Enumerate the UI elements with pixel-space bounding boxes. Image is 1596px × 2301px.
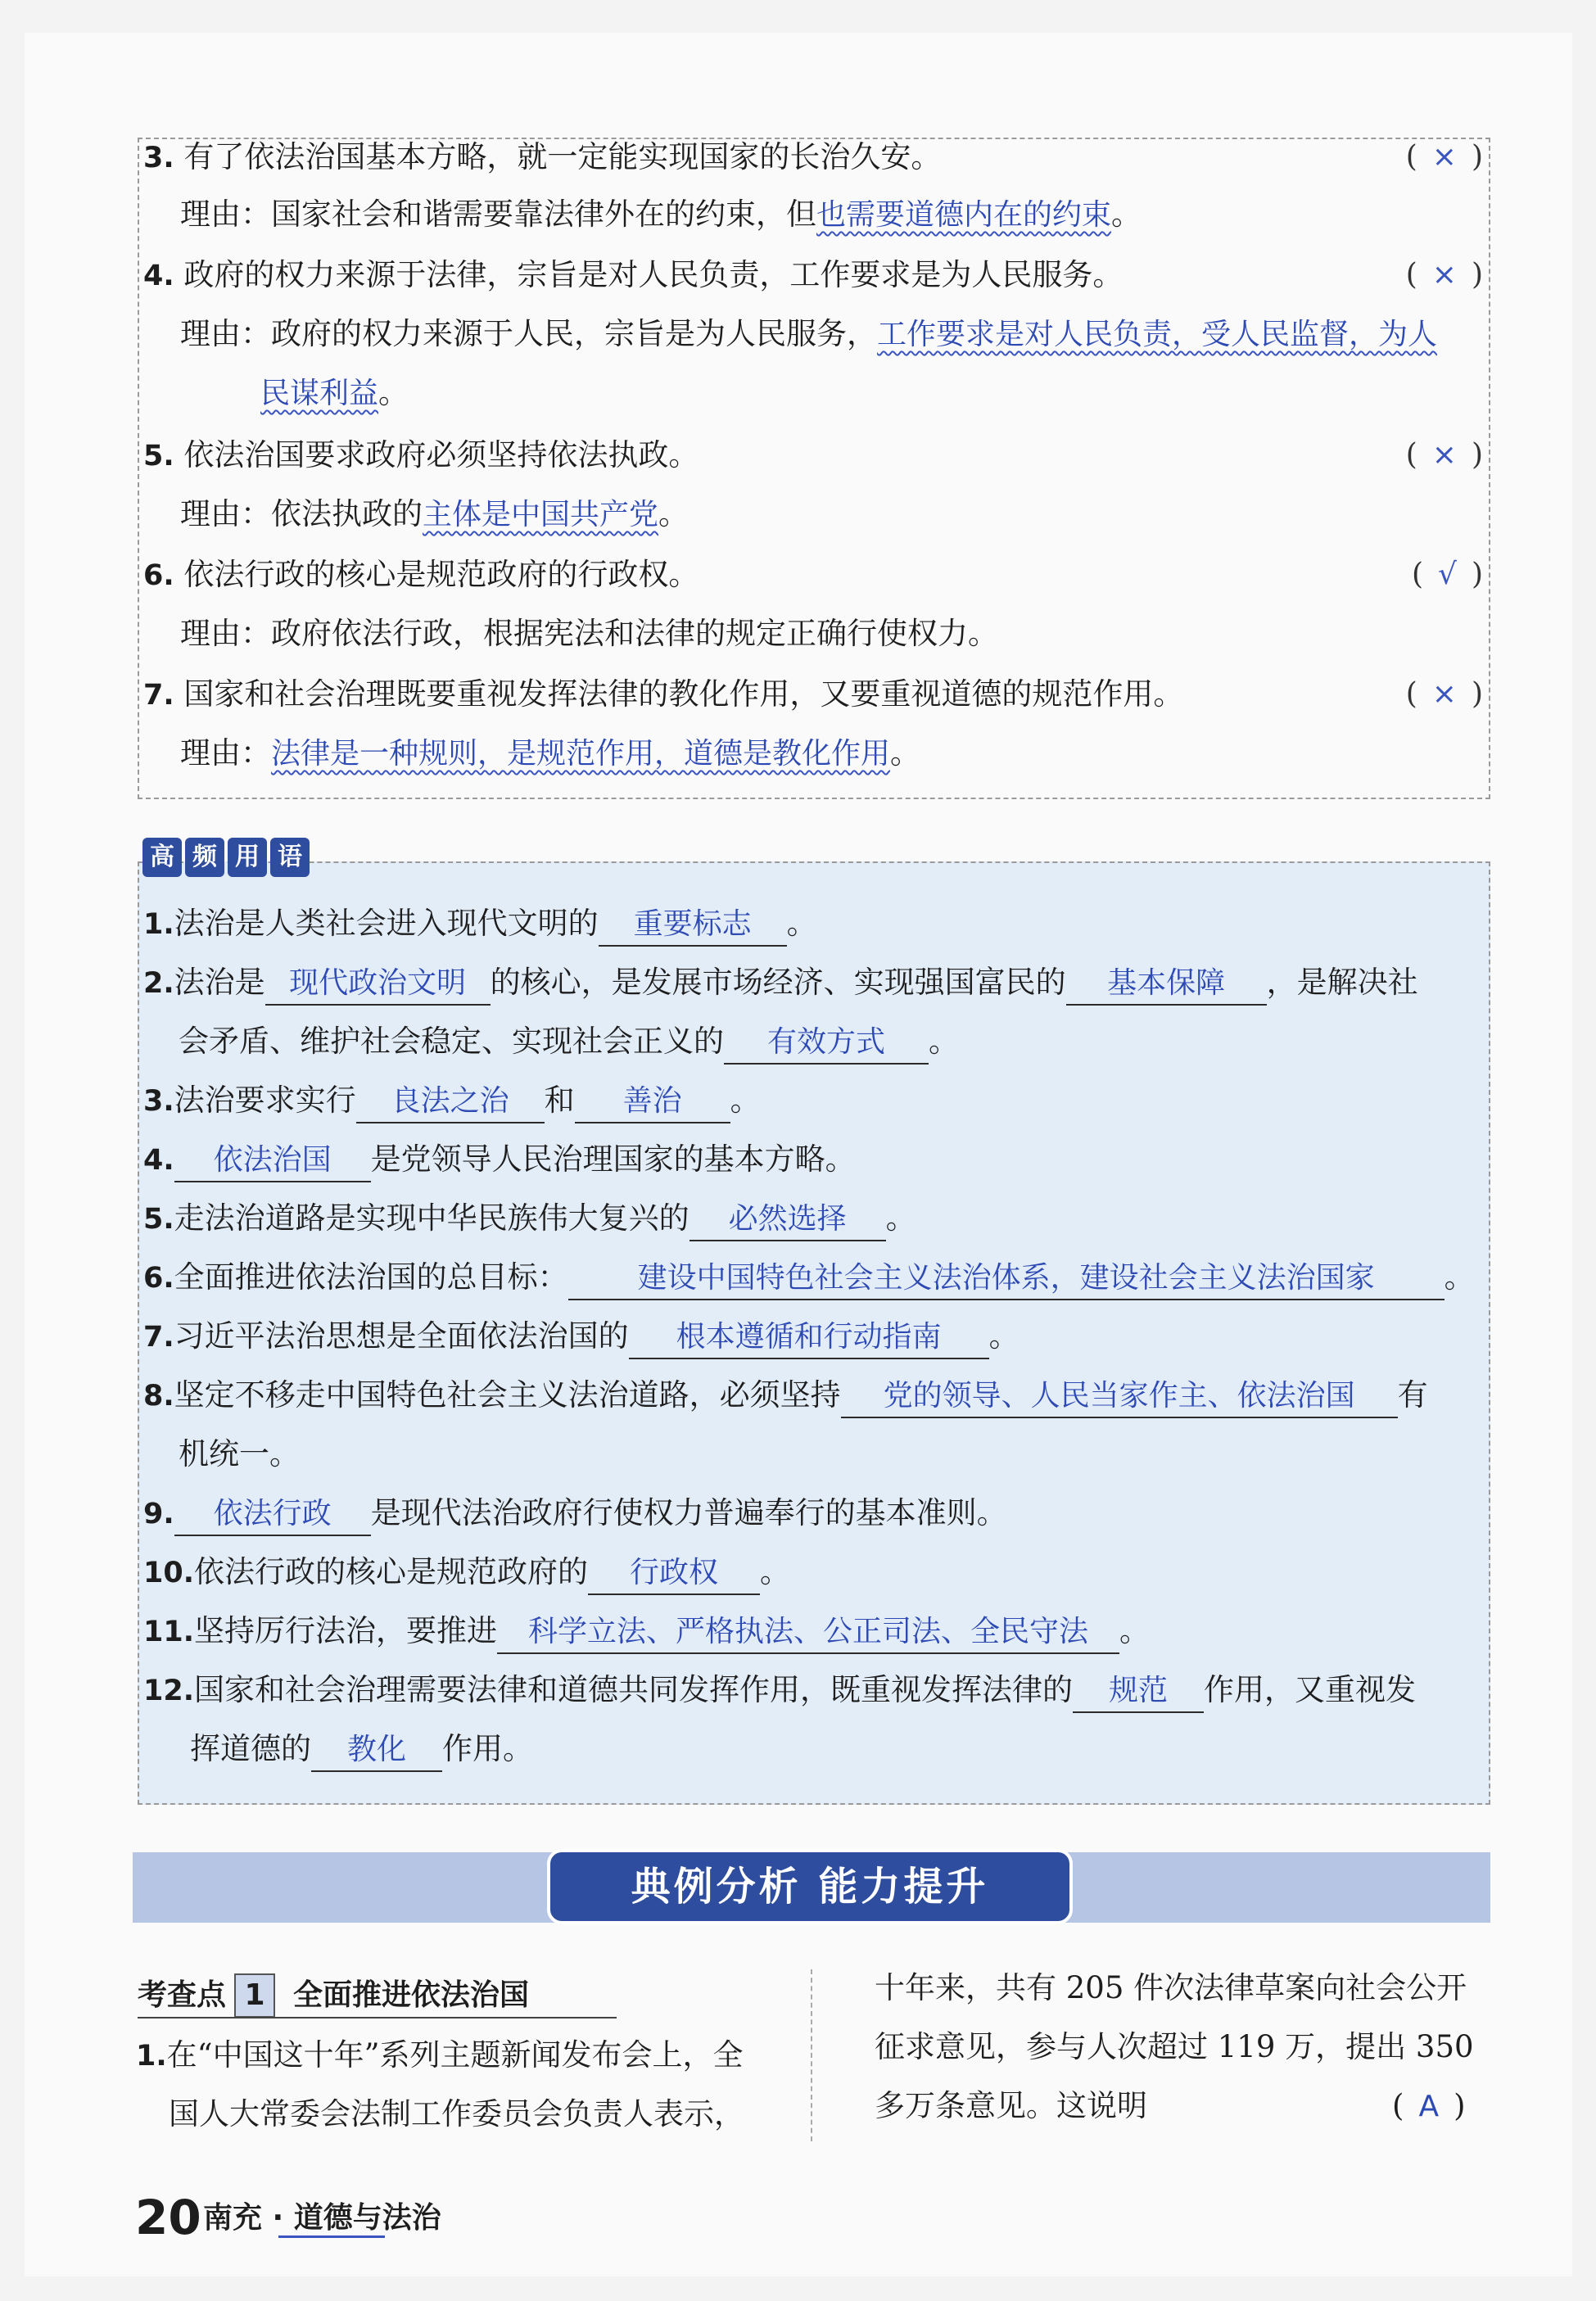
hf-item-3: 3.法治要求实行 良法之治 和 善治 。: [143, 1076, 761, 1126]
hf-item-8-cont: 机统一。: [179, 1436, 300, 1471]
kaochadian-number: 1: [234, 1973, 275, 2018]
hf-item-4: 4. 依法治国 是党领导人民治理国家的基本方略。: [143, 1135, 856, 1185]
judge-item-5: 5. 依法治国要求政府必须坚持依法执政。: [143, 437, 699, 472]
question-1-line-3: 十年来，共有 205 件次法律草案向社会公开: [875, 1970, 1467, 2005]
judge-mark-4: ( × ): [1405, 258, 1483, 292]
column-divider: [811, 1969, 812, 2141]
hf-item-10: 10.依法行政的核心是规范政府的 行政权 。: [143, 1548, 790, 1598]
judge-item-4: 4. 政府的权力来源于法律，宗旨是对人民负责，工作要求是为人民服务。: [143, 257, 1124, 292]
tag-char: 高: [142, 838, 182, 877]
judge-mark-5: ( × ): [1405, 438, 1483, 472]
judge-item-7: 7. 国家和社会治理既要重视发挥法律的教化作用，又要重视道德的规范作用。: [143, 676, 1184, 712]
judge-mark-3: ( × ): [1405, 140, 1483, 174]
judge-item-3: 3. 有了依法治国基本方略，就一定能实现国家的长治久安。: [143, 139, 942, 174]
question-1-line-1: 1.在“中国这十年”系列主题新闻发布会上，全: [136, 2037, 744, 2073]
high-frequency-tag: [142, 838, 310, 877]
footer-accent-line: [278, 2235, 385, 2238]
kaochadian-underline: [138, 2017, 617, 2018]
hf-item-7: 7.习近平法治思想是全面依法治国的 根本遵循和行动指南 。: [143, 1312, 1020, 1362]
hf-item-8: 8.坚定不移走中国特色社会主义法治道路，必须坚持 党的领导、人民当家作主、依法治国 有: [143, 1371, 1428, 1421]
judge-reason-4-cont: 民谋利益。: [260, 375, 409, 410]
tag-char: 语: [270, 838, 310, 877]
hf-item-12: 12.国家和社会治理需要法律和道德共同发挥作用，既重视发挥法律的 规范 作用，又重视发: [143, 1666, 1416, 1716]
judge-item-6: 6. 依法行政的核心是规范政府的行政权。: [143, 557, 699, 592]
hf-item-6: 6.全面推进依法治国的总目标： 建设中国特色社会主义法治体系，建设社会主义法治国家 。: [143, 1253, 1475, 1303]
judge-mark-7: ( × ): [1405, 677, 1483, 711]
kaochadian-heading: 考查点 1 全面推进依法治国: [138, 1972, 529, 2018]
question-1-line-4: 征求意见，参与人次超过 119 万，提出 350: [875, 2029, 1474, 2064]
tag-char: 频: [185, 838, 224, 877]
question-1-line-5: 多万条意见。这说明: [875, 2088, 1147, 2123]
page-number: 20: [135, 2190, 201, 2245]
judge-mark-6: ( √ ): [1411, 558, 1483, 591]
question-1-answer: ( A ): [1392, 2088, 1466, 2123]
hf-item-12-cont: 挥道德的 教化 作用。: [190, 1725, 533, 1774]
hf-item-9: 9. 依法行政 是现代法治政府行使权力普遍奉行的基本准则。: [143, 1489, 1007, 1539]
judge-reason-4: 理由：政府的权力来源于人民，宗旨是为人民服务，工作要求是对人民负责，受人民监督，为人: [180, 316, 1438, 351]
judge-reason-5: 理由：依法执政的主体是中国共产党。: [180, 496, 689, 531]
tag-char: 用: [228, 838, 267, 877]
hf-item-11: 11.坚持厉行法治，要推进 科学立法、严格执法、公正司法、全民守法 。: [143, 1607, 1150, 1657]
judge-reason-6: 理由：政府依法行政，根据宪法和法律的规定正确行使权力。: [180, 616, 998, 651]
hf-item-5: 5.走法治道路是实现中华民族伟大复兴的 必然选择 。: [143, 1194, 916, 1244]
hf-item-2: 2.法治是 现代政治文明 的核心，是发展市场经济、实现强国富民的 基本保障 ，是解决社: [143, 958, 1418, 1008]
hf-item-1: 1.法治是人类社会进入现代文明的 重要标志 。: [143, 899, 817, 949]
question-1-line-2: 国人大常委会法制工作委员会负责人表示，: [169, 2096, 744, 2131]
judge-reason-7: 理由：法律是一种规则，是规范作用，道德是教化作用。: [180, 735, 921, 771]
judge-reason-3: 理由：国家社会和谐需要靠法律外在的约束，但也需要道德内在的约束。: [180, 197, 1142, 232]
section-banner-title: 典例分析 能力提升: [547, 1849, 1073, 1924]
hf-item-2-cont: 会矛盾、维护社会稳定、实现社会正义的 有效方式 。: [179, 1017, 959, 1066]
book-subtitle: 南充 · 道德与法治: [203, 2201, 441, 2235]
